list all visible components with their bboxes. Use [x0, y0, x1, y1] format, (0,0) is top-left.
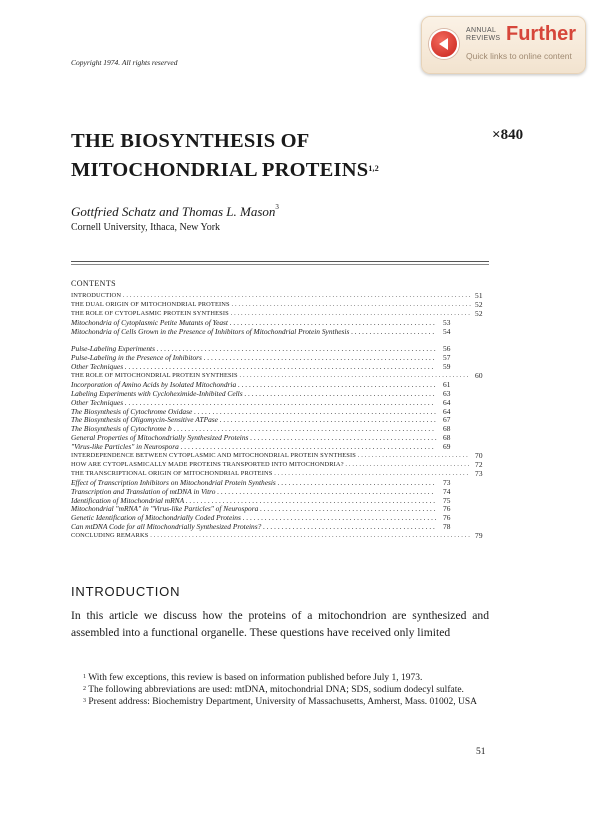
toc-dot-leader: . . . . . . . . . . . . . . . . . . . . . . . . . . . . . . . . . . . . . . . . . . . . . . . . . . . . . . . . . . . [215, 486, 434, 496]
footnote-number: 3 [83, 698, 86, 704]
copyright-notice: Copyright 1974. All rights reserved [71, 58, 178, 67]
toc-item-title: Labeling Experiments with Cycloheximide-Inhibited Cells . . . . . . . . . . . . . . . . . . . . . . . . . . . . . . . . . . . . . . . . . . . . . . . . . . . . [71, 388, 435, 398]
toc-item-title: HOW ARE CYTOPLASMICALLY MADE PROTEINS TRANSPORTED INTO MITOCHONDRIA? . . . . . . . . . . . . . . . . . . . . . . . . . . . . . . . . . . . . [71, 460, 470, 468]
toc-item[interactable] [71, 363, 489, 372]
toc-dot-leader: . . . . . . . . . . . . . . . . . . . . . . . . . . . . . . . . . . . . . . . . . . . . . . . . . . . . . . . . . . . . . . . . . . . . . [229, 300, 471, 308]
footnote-number: 2 [83, 686, 86, 692]
toc-item-page: 57 [443, 353, 451, 363]
toc-item-page: 73 [475, 468, 483, 478]
page-number: 51 [476, 747, 486, 757]
toc-item-page: 76 [443, 504, 451, 514]
toc-item-title: CONCLUDING REMARKS . . . . . . . . . . . . . . . . . . . . . . . . . . . . . . . . . . . . . . . . . . . . . . . . . . . . . . . . . . . . . . . . . . . . . . . . . . . . . . . . . . . . . . . . . . . . [71, 532, 471, 540]
toc-item-title: INTRODUCTION . . . . . . . . . . . . . . . . . . . . . . . . . . . . . . . . . . . . . . . . . . . . . . . . . . . . . . . . . . . . . . . . . . . . . . . . . . . . . . . . . . . . . . . . . . . . . . . . . . . . [71, 292, 471, 299]
footnote-number: 1 [83, 674, 86, 680]
code-number: 840 [500, 127, 524, 143]
toc-dot-leader: . . . . . . . . . . . . . . . . . . . . . . . . . . . . . . . . . . . . . . . . . . . . . . . . . . . . . . . . [227, 317, 435, 327]
toc-dot-leader: . . . . . . . . . . . . . . . . . . . . . . . . . . . . . . . . . . . . . . . . . . . . . . . . . . . . . [240, 513, 437, 523]
badge-further-label: Further [506, 23, 576, 45]
toc-dot-leader: . . . . . . . . . . . . . . . . . . . . . . . . . . . . . . . . . . . . . . . . . . . . . . . . . . . . . . . . . . . . . . . . . . . . . . . . . . . . . . . . . . . . [123, 397, 434, 407]
toc-item-page: 76 [443, 513, 451, 523]
toc-dot-leader: . . . . . . . . . . . . . . . . . . . . . . . . . . . . . . . . . . . . . . . . . . . . . . . . . . . . . . . . . . . . . . . . . . . . [183, 495, 436, 505]
toc-dot-leader: . . . . . . . . . . . . . . . . . . . . . . . . . . . . . . . . . . . . [343, 460, 470, 468]
footnote-text: The following abbreviations are used: mtDNA, mitochondrial DNA; SDS, sodium dodecyl sulfate. [88, 685, 464, 695]
toc-dot-leader: . . . . . . . . . . . . . . . . . . . . . . . . . . . . . . . . . . . . . . . . . . . . . . . . . . . . . . . . . . . . . . . . . . . . . [178, 442, 434, 452]
title-footnote-mark: 1,2 [368, 164, 379, 173]
toc-item-title: Pulse-Labeling in the Presence of Inhibitors . . . . . . . . . . . . . . . . . . . . . . . . . . . . . . . . . . . . . . . . . . . . . . . . . . . . . . . . . . . . . . . [71, 353, 435, 363]
toc-item-title: Genetic Identification of Mitochondrially Coded Proteins . . . . . . . . . . . . . . . . . . . . . . . . . . . . . . . . . . . . . . . . . . . . . . . . . . . . . [71, 513, 437, 523]
title-line-2 [71, 156, 379, 185]
toc-item[interactable] [71, 532, 489, 541]
toc-item-title: Incorporation of Amino Acids by Isolated Mitochondria . . . . . . . . . . . . . . . . . . . . . . . . . . . . . . . . . . . . . . . . . . . . . . . . . . . . . . [71, 379, 436, 389]
toc-item-page: 59 [443, 362, 451, 372]
toc-item-title: The Biosynthesis of Cytochrome Oxidase . . . . . . . . . . . . . . . . . . . . . . . . . . . . . . . . . . . . . . . . . . . . . . . . . . . . . . . . . . . . . . . . . . [71, 406, 437, 416]
contents-heading: CONTENTS [71, 279, 116, 288]
toc-item[interactable] [71, 292, 489, 301]
toc-dot-leader: . . . . . . . . . . . . . . . . . . . . . . . . . . . . . . . . [355, 452, 468, 460]
toc-item-page: 52 [475, 308, 483, 318]
toc-item[interactable] [71, 328, 489, 346]
toc-dot-leader: . . . . . . . . . . . . . . . . . . . . . . . . . . . . . . . . . . . . . . . . . . . . . . . . . . . . . . . . . . . . . . . . . . . . . . . . . . . . . . . . . . . . . . . . . . . . [148, 532, 471, 540]
toc-dot-leader: . . . . . . . . . . . . . . . . . . . . . . . . . . . . . . . . . . . . . . . . . . . . . . . . . . . . . . . . [272, 469, 469, 477]
toc-item-title: The Biosynthesis of Oligomycin-Sensitive ATPase . . . . . . . . . . . . . . . . . . . . . . . . . . . . . . . . . . . . . . . . . . . . . . . . . . . . . . . . . . . [71, 415, 436, 425]
footnote [71, 696, 489, 708]
footnote-text: Present address: Biochemistry Department, University of Massachusetts, Amherst, Mass. 01002, USA [88, 697, 478, 707]
toc-item-title: Pulse-Labeling Experiments . . . . . . . . . . . . . . . . . . . . . . . . . . . . . . . . . . . . . . . . . . . . . . . . . . . . . . . . . . . . . . . . . . . . . . . . . . . . [71, 344, 436, 354]
toc-dot-leader: . . . . . . . . . . . . . . . . . . . . . . . . . . . . . . . . . . . . . . . . . . . . . . . . . . . . . . . . . . . [217, 415, 436, 425]
toc-item-title: General Properties of Mitochondrially Synthesized Proteins . . . . . . . . . . . . . . . . . . . . . . . . . . . . . . . . . . . . . . . . . . . . . . . . . . . [71, 433, 437, 443]
toc-item-page: 73 [443, 477, 451, 487]
toc-item-title: Other Techniques . . . . . . . . . . . . . . . . . . . . . . . . . . . . . . . . . . . . . . . . . . . . . . . . . . . . . . . . . . . . . . . . . . . . . . . . . . . . . . . . . . . . [71, 397, 434, 407]
toc-item-page: 64 [443, 406, 451, 416]
toc-item-page: 67 [443, 415, 451, 425]
toc-item-title: "Virus-like Particles" in Neurospora . . . . . . . . . . . . . . . . . . . . . . . . . . . . . . . . . . . . . . . . . . . . . . . . . . . . . . . . . . . . . . . . . . . . . [71, 442, 434, 452]
toc-item-title: THE ROLE OF CYTOPLASMIC PROTEIN SYNTHESIS . . . . . . . . . . . . . . . . . . . . . . . . . . . . . . . . . . . . . . . . . . . . . . . . . . . . . . . . . . . . . . . . . . . . . [71, 309, 471, 317]
toc-dot-leader: . . . . . . . . . . . . . . . . . . . . . . . . . . . . . . . . . . . . . . . . . . . . . . . . . . . . . . . . . . . . . . . . . . . . . . . . . . . . . . . . . . . . [123, 362, 434, 372]
toc-dot-leader: . . . . . . . . . . . . . . . . . . . . . . . . . . . . . . . . . . . . . . . . . . . . . . . . . . . . . . . . . . . . . . . . . . . . . [228, 309, 471, 317]
authors-text: Gottfried Schatz and Thomas L. Mason [71, 204, 276, 219]
footnote [71, 684, 489, 696]
toc-item-title: Can mtDNA Code for all Mitochondrially Synthesized Proteins? . . . . . . . . . . . . . . . . . . . . . . . . . . . . . . . . . . . . . . . . . . . . . . . [71, 522, 435, 532]
divider-rule [71, 264, 489, 265]
toc-item-page: 69 [443, 442, 451, 452]
toc-dot-leader: . . . . . . . . . . . . . . . . . . . . . . . . . . . . . . . . . . . . . . . . . . . [275, 477, 435, 487]
badge-publisher [466, 27, 500, 43]
author-footnote-mark: 3 [275, 203, 279, 211]
toc-item-title: THE ROLE OF MITOCHONDRIAL PROTEIN SYNTHESIS . . . . . . . . . . . . . . . . . . . . . . . . . . . . . . . . . . . . . . . . . . . . . . . . . . . . . . . . . . . . . . . . . . [71, 372, 469, 380]
toc-item-page: 63 [443, 388, 451, 398]
article-code [492, 127, 523, 144]
code-mark: × [492, 127, 501, 143]
toc-item-page: 61 [443, 379, 451, 389]
title-line-2-text: MITOCHONDRIAL PROTEINS [71, 159, 369, 181]
badge-tagline: Quick links to online content [466, 51, 572, 61]
toc-dot-leader: . . . . . . . . . . . . . . . . . . . . . . . . . . . . . . . . . . . . . . . . . . . . . . . . [258, 504, 436, 514]
table-of-contents [71, 292, 489, 541]
toc-item[interactable] [71, 452, 489, 461]
footnote [71, 672, 489, 684]
toc-dot-leader: . . . . . . . . . . . . . . . . . . . . . . . . . . . . . . . . . . . . . . . . . . . . . . . . . . . . . . . . . . . . . . . . . . [237, 372, 469, 380]
toc-item-title: Transcription and Translation of mtDNA in Vitro . . . . . . . . . . . . . . . . . . . . . . . . . . . . . . . . . . . . . . . . . . . . . . . . . . . . . . . . . . . [71, 486, 434, 496]
toc-item-page: 68 [443, 424, 451, 434]
toc-item[interactable] [71, 523, 489, 532]
toc-dot-leader: . . . . . . . . . . . . . . . . . . . . . . . . . . . . . . . . . . . . . . . . . . . . . . . . . . . . . . . . . . . . . . . . . . . . . . . . . . . . . . . . . . . . . . . . . . . . . . . . . . . . [121, 292, 471, 299]
toc-dot-leader: . . . . . . . . . . . . . . . . . . . . . . . . . . . . . . . . . . . . . . . . . . . . . . . . . . . . . . . . . . . . . . . [201, 353, 435, 363]
toc-dot-leader: . . . . . . . . . . . . . . . . . . . . . . . . . . . . . . . . . . . . . . . . . . . . . . . [261, 522, 435, 532]
title-line-1: THE BIOSYNTHESIS OF [71, 130, 310, 152]
toc-item-page: 54 [443, 326, 451, 336]
toc-item-title: THE DUAL ORIGIN OF MITOCHONDRIAL PROTEINS . . . . . . . . . . . . . . . . . . . . . . . . . . . . . . . . . . . . . . . . . . . . . . . . . . . . . . . . . . . . . . . . . . . . . [71, 300, 471, 308]
footnotes [71, 672, 489, 708]
badge-reviews-label: REVIEWS [466, 35, 501, 42]
toc-item[interactable] [71, 443, 489, 452]
toc-item-title: The Biosynthesis of Cytochrome b . . . . . . . . . . . . . . . . . . . . . . . . . . . . . . . . . . . . . . . . . . . . . . . . . . . . . . . . . . . . . . . . . . . . . . . [71, 424, 435, 434]
section-heading: INTRODUCTION [71, 584, 181, 599]
authors [71, 204, 279, 220]
toc-dot-leader: . . . . . . . . . . . . . . . . . . . . . . . . . . . . . . . . . . . . . . . . . . . . . . . . . . . . . . . . . . . . . . . . . . . . . . . [171, 424, 435, 434]
toc-item-page: 75 [443, 495, 451, 505]
toc-item[interactable] [71, 301, 489, 310]
toc-item-page: 78 [443, 522, 451, 532]
toc-item[interactable] [71, 461, 489, 470]
divider-rule [71, 261, 489, 262]
toc-item-title: Mitochondrial "mRNA" in "Virus-like Particles" of Neurospora . . . . . . . . . . . . . . . . . . . . . . . . . . . . . . . . . . . . . . . . . . . . . . . . [71, 504, 436, 514]
toc-item-page: 53 [443, 317, 451, 327]
toc-item-page: 56 [443, 344, 451, 354]
toc-item-page: 74 [443, 486, 451, 496]
play-back-icon [429, 29, 459, 59]
toc-item-page: 68 [443, 433, 451, 443]
toc-item-page: 51 [475, 291, 483, 300]
article-title [71, 127, 379, 185]
toc-dot-leader: . . . . . . . . . . . . . . . . . . . . . . . . . . . . . . . . . . . . . . . . . . . . . . . . . . . . . . . . . . . . . . . . . . [192, 406, 437, 416]
badge-annual-label: ANNUAL [466, 27, 497, 34]
toc-item-title: Identification of Mitochondrial mRNA . . . . . . . . . . . . . . . . . . . . . . . . . . . . . . . . . . . . . . . . . . . . . . . . . . . . . . . . . . . . . . . . . . . . [71, 495, 436, 505]
toc-item-title: INTERDEPENDENCE BETWEEN CYTOPLASMIC AND MITOCHONDRIAL PROTEIN SYNTHESIS . . . . . . . . . . . . . . . . . . . . . . . . . . . . . . . . [71, 452, 468, 460]
further-badge[interactable] [421, 16, 586, 74]
toc-dot-leader: . . . . . . . . . . . . . . . . . . . . . . . . . . . . . . . . . . . . . . . . . . . . . . . . . . . . . . [236, 379, 436, 389]
toc-item-page: 60 [475, 371, 483, 381]
toc-item-title: THE TRANSCRIPTIONAL ORIGIN OF MITOCHONDRIAL PROTEINS . . . . . . . . . . . . . . . . . . . . . . . . . . . . . . . . . . . . . . . . . . . . . . . . . . . . . . . . [71, 469, 469, 477]
footnote-text: With few exceptions, this review is based on information published before July 1, 1973. [88, 673, 423, 683]
toc-item-title: Other Techniques . . . . . . . . . . . . . . . . . . . . . . . . . . . . . . . . . . . . . . . . . . . . . . . . . . . . . . . . . . . . . . . . . . . . . . . . . . . . . . . . . . . . [71, 362, 434, 372]
affiliation: Cornell University, Ithaca, New York [71, 222, 221, 233]
toc-item-page: 70 [475, 451, 483, 461]
toc-item-title: Mitochondria of Cytoplasmic Petite Mutants of Yeast . . . . . . . . . . . . . . . . . . . . . . . . . . . . . . . . . . . . . . . . . . . . . . . . . . . . . . . . [71, 317, 435, 327]
toc-item-title: Mitochondria of Cells Grown in the Presence of Inhibitors of Mitochondrial Protein Synthesis . . . . . . . . . . . . . . . . . . . . . . . [71, 326, 435, 336]
toc-item-page: 79 [475, 531, 483, 541]
intro-paragraph: In this article we discuss how the proteins of a mitochondrion are synthesized and assembled into a functional organelle. These questions have received only limited [71, 609, 489, 639]
toc-item-page: 72 [475, 459, 483, 469]
toc-item-title: Effect of Transcription Inhibitors on Mitochondrial Protein Synthesis . . . . . . . . . . . . . . . . . . . . . . . . . . . . . . . . . . . . . . . . . . . [71, 477, 435, 487]
toc-item-page: 52 [475, 299, 483, 309]
toc-dot-leader: . . . . . . . . . . . . . . . . . . . . . . . . . . . . . . . . . . . . . . . . . . . . . . . . . . . [248, 433, 437, 443]
toc-dot-leader: . . . . . . . . . . . . . . . . . . . . . . . . . . . . . . . . . . . . . . . . . . . . . . . . . . . . [242, 388, 435, 398]
toc-dot-leader: . . . . . . . . . . . . . . . . . . . . . . . [349, 326, 435, 336]
toc-dot-leader: . . . . . . . . . . . . . . . . . . . . . . . . . . . . . . . . . . . . . . . . . . . . . . . . . . . . . . . . . . . . . . . . . . . . . . . . . . . . [154, 344, 436, 354]
toc-item-page: 64 [443, 397, 451, 407]
